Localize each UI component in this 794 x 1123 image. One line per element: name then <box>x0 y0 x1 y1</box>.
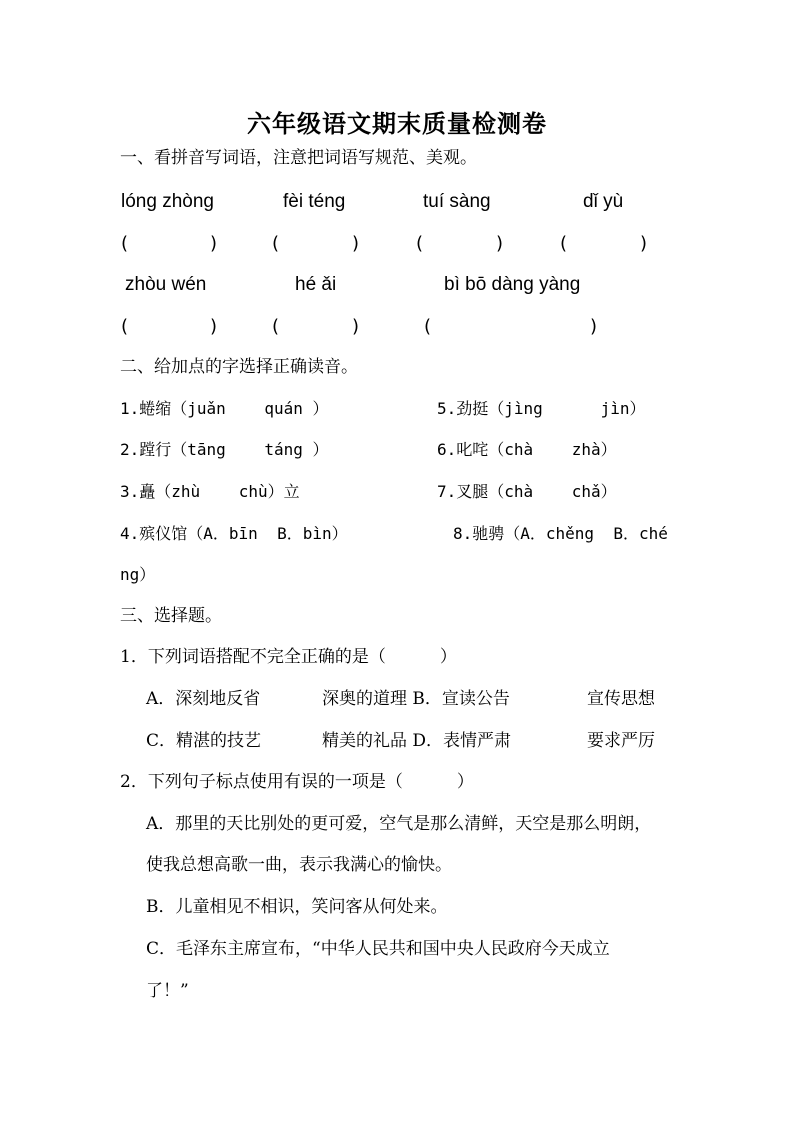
question-1-option-c: C．精湛的技艺 <box>146 731 262 751</box>
pinyin-5: zhòu wén <box>125 274 207 295</box>
answer-bracket-close: ) <box>352 233 360 254</box>
answer-bracket-close: ) <box>590 316 598 337</box>
pinyin-4: dǐ yù <box>583 191 624 212</box>
section1-heading: 一、看拼音写词语，注意把词语写规范、美观。 <box>120 148 477 168</box>
question-2-stem: 2．下列句子标点使用有误的一项是（ ） <box>120 772 474 792</box>
question-2-option-a-cont: 使我总想高歌一曲，表示我满心的愉快。 <box>146 855 452 875</box>
answer-bracket-open: ( <box>560 233 568 254</box>
page-title: 六年级语文期末质量检测卷 <box>247 109 547 138</box>
answer-bracket-close: ) <box>210 316 218 337</box>
pinyin-2: fèi téng <box>283 191 346 212</box>
question-1-option-a-b: 深奥的道理 B．宣读公告 <box>322 689 510 709</box>
answer-bracket-open: ( <box>121 316 129 337</box>
reading-item-6: 6.叱咤（chà zhà） <box>437 440 617 459</box>
reading-item-2: 2.蹚行（tāng táng ） <box>120 440 329 459</box>
question-1-option-d-2: 要求严厉 <box>587 731 655 751</box>
question-1-stem: 1．下列词语搭配不完全正确的是（ ） <box>120 647 457 667</box>
answer-bracket-close: ) <box>496 233 504 254</box>
reading-item-3: 3.矗（zhù chù）立 <box>120 482 300 501</box>
question-2-option-c: C．毛泽东主席宣布，“中华人民共和国中央人民政府今天成立 <box>146 939 610 959</box>
answer-bracket-open: ( <box>416 233 424 254</box>
pinyin-6: hé ǎi <box>295 274 337 295</box>
reading-item-1: 1.蜷缩（juǎn quán ） <box>120 399 329 418</box>
pinyin-7: bì bō dàng yàng <box>444 274 581 295</box>
answer-bracket-open: ( <box>121 233 129 254</box>
section2-heading: 二、给加点的字选择正确读音。 <box>120 357 358 377</box>
question-1-option-c-d: 精美的礼品 D．表情严肃 <box>322 731 512 751</box>
question-2-option-a: A．那里的天比别处的更可爱，空气是那么清鲜，天空是那么明朗， <box>146 814 652 834</box>
question-1-option-a: A．深刻地反省 <box>146 689 261 709</box>
answer-bracket-close: ) <box>640 233 648 254</box>
reading-item-8: 8.驰骋（A．chěng B．ché <box>453 524 668 543</box>
answer-bracket-open: ( <box>272 316 280 337</box>
question-1-option-b-2: 宣传思想 <box>587 689 655 709</box>
pinyin-3: tuí sàng <box>423 191 491 212</box>
reading-item-8-wrap: ng） <box>120 565 156 584</box>
question-2-option-b: B．儿童相见不相识，笑问客从何处来。 <box>146 897 448 917</box>
question-2-option-c-cont: 了！” <box>146 981 189 1001</box>
answer-bracket-open: ( <box>272 233 280 254</box>
reading-item-5: 5.劲挺（jìng jìn） <box>437 399 646 418</box>
answer-bracket-open: ( <box>424 316 432 337</box>
section3-heading: 三、选择题。 <box>120 606 222 626</box>
answer-bracket-close: ) <box>210 233 218 254</box>
answer-bracket-close: ) <box>352 316 360 337</box>
reading-item-7: 7.叉腿（chà chǎ） <box>437 482 617 501</box>
reading-item-4: 4.殡仪馆（A．bīn B．bìn） <box>120 524 348 543</box>
pinyin-1: lóng zhòng <box>121 191 214 212</box>
